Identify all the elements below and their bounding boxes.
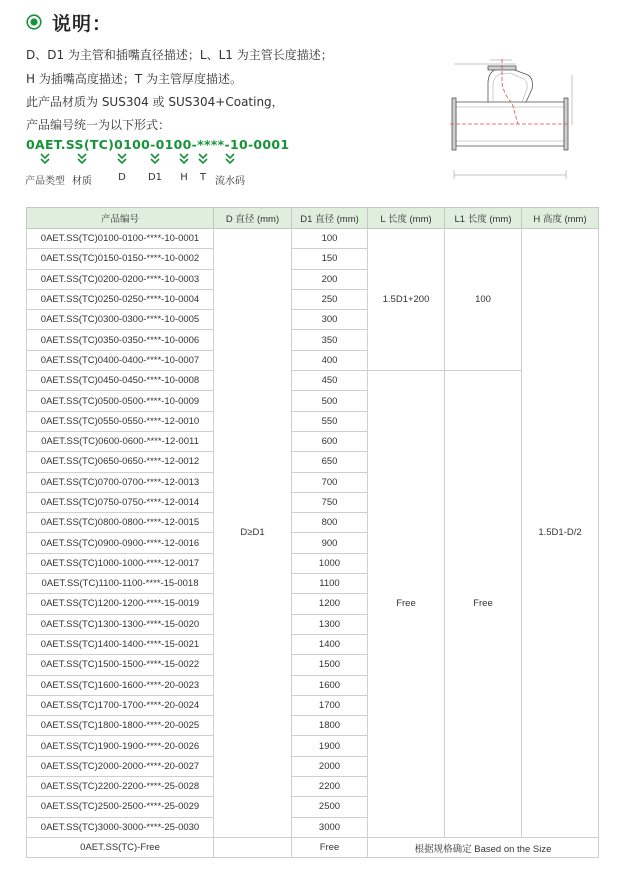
d1-cell: 550 [292, 411, 368, 431]
double-chevron-down-icon [76, 152, 88, 166]
header-h-height: H 高度 (mm) [522, 208, 599, 229]
d1-cell: 1100 [292, 574, 368, 594]
d1-cell: 250 [292, 289, 368, 309]
description-line-4: 产品编号统一为以下形式： [26, 118, 171, 132]
product-code-cell: 0AET.SS(TC)0500-0500-****-10-0009 [27, 391, 214, 411]
product-code-cell: 0AET.SS(TC)0150-0150-****-10-0002 [27, 249, 214, 269]
spec-table [26, 207, 599, 858]
product-code-cell: 0AET.SS(TC)2200-2200-****-25-0028 [27, 777, 214, 797]
description-line-3: 此产品材质为 SUS304 或 SUS304+Coating， [26, 95, 284, 109]
table-footer-row [27, 837, 599, 857]
double-chevron-down-icon [178, 152, 190, 166]
footer-code-cell: 0AET.SS(TC)-Free [27, 837, 214, 857]
tee-pipe-diagram [448, 55, 578, 185]
product-code-cell: 0AET.SS(TC)1700-1700-****-20-0024 [27, 695, 214, 715]
product-code-cell: 0AET.SS(TC)0350-0350-****-10-0006 [27, 330, 214, 350]
header-d1-diameter: D1 直径 (mm) [292, 208, 368, 229]
code-label-h: H [180, 172, 188, 183]
product-code-cell: 0AET.SS(TC)1100-1100-****-15-0018 [27, 574, 214, 594]
circle-dot-icon [26, 14, 42, 30]
d1-cell: 150 [292, 249, 368, 269]
footer-note-cell: 根据规格确定 Based on the Size [368, 837, 599, 857]
d1-cell: 3000 [292, 817, 368, 837]
product-code-cell: 0AET.SS(TC)1800-1800-****-20-0025 [27, 716, 214, 736]
footer-d-cell [214, 837, 292, 857]
d1-cell: 750 [292, 492, 368, 512]
product-code-cell: 0AET.SS(TC)1400-1400-****-15-0021 [27, 634, 214, 654]
code-label-product-type: 产品类型 [25, 176, 65, 187]
d1-cell: 1600 [292, 675, 368, 695]
d1-cell: 450 [292, 371, 368, 391]
product-code-cell: 0AET.SS(TC)1000-1000-****-12-0017 [27, 553, 214, 573]
section-title [26, 10, 112, 34]
product-code-cell: 0AET.SS(TC)0100-0100-****-10-0001 [27, 229, 214, 249]
code-format: 0AET.SS(TC)0100-0100-****-10-0001 [26, 137, 290, 152]
double-chevron-down-icon [116, 152, 128, 166]
header-product-code: 产品编号 [27, 208, 214, 229]
table-row [27, 229, 599, 249]
l1-value-cell: Free [445, 371, 522, 838]
d1-cell: 350 [292, 330, 368, 350]
d1-cell: 650 [292, 452, 368, 472]
double-chevron-down-icon [39, 152, 51, 166]
description-line-2: H 为插嘴高度描述；T 为主管厚度描述。 [26, 72, 242, 86]
product-code-cell: 0AET.SS(TC)1500-1500-****-15-0022 [27, 655, 214, 675]
d1-cell: 400 [292, 350, 368, 370]
l-value-cell: 1.5D1+200 [368, 229, 445, 371]
product-code-cell: 0AET.SS(TC)0700-0700-****-12-0013 [27, 472, 214, 492]
code-label-serial: 流水码 [215, 176, 245, 187]
header-d-diameter: D 直径 (mm) [214, 208, 292, 229]
d1-cell: 1800 [292, 716, 368, 736]
d1-cell: 1300 [292, 614, 368, 634]
table-header-row [27, 208, 599, 229]
description-line-1: D、D1 为主管和插嘴直径描述；L、L1 为主管长度描述； [26, 48, 333, 62]
d1-cell: 800 [292, 513, 368, 533]
product-code-cell: 0AET.SS(TC)2500-2500-****-25-0029 [27, 797, 214, 817]
d1-cell: 2500 [292, 797, 368, 817]
l-value-cell: Free [368, 371, 445, 838]
product-code-cell: 0AET.SS(TC)1600-1600-****-20-0023 [27, 675, 214, 695]
d1-cell: 2200 [292, 777, 368, 797]
product-code-cell: 0AET.SS(TC)0250-0250-****-10-0004 [27, 289, 214, 309]
table-row [27, 371, 599, 391]
product-code-cell: 0AET.SS(TC)0900-0900-****-12-0016 [27, 533, 214, 553]
double-chevron-down-icon [149, 152, 161, 166]
product-code-cell: 0AET.SS(TC)0650-0650-****-12-0012 [27, 452, 214, 472]
product-code-cell: 0AET.SS(TC)1900-1900-****-20-0026 [27, 736, 214, 756]
product-code-cell: 0AET.SS(TC)0400-0400-****-10-0007 [27, 350, 214, 370]
d1-cell: 1000 [292, 553, 368, 573]
product-code-cell: 0AET.SS(TC)0450-0450-****-10-0008 [27, 371, 214, 391]
product-code-cell: 0AET.SS(TC)3000-3000-****-25-0030 [27, 817, 214, 837]
double-chevron-down-icon [224, 152, 236, 166]
footer-d1-cell: Free [292, 837, 368, 857]
product-code-cell: 0AET.SS(TC)1200-1200-****-15-0019 [27, 594, 214, 614]
section-title-text: 说明： [52, 12, 113, 35]
h-value-cell: 1.5D1-D/2 [522, 229, 599, 838]
l1-value-cell: 100 [445, 229, 522, 371]
d1-cell: 200 [292, 269, 368, 289]
d1-cell: 100 [292, 229, 368, 249]
d1-cell: 1900 [292, 736, 368, 756]
product-code-cell: 0AET.SS(TC)2000-2000-****-20-0027 [27, 756, 214, 776]
d1-cell: 300 [292, 310, 368, 330]
d-value-cell: D≥D1 [214, 229, 292, 838]
product-code-cell: 0AET.SS(TC)0800-0800-****-12-0015 [27, 513, 214, 533]
d1-cell: 1200 [292, 594, 368, 614]
d1-cell: 700 [292, 472, 368, 492]
product-code-cell: 0AET.SS(TC)0200-0200-****-10-0003 [27, 269, 214, 289]
code-label-t: T [199, 172, 207, 183]
d1-cell: 1400 [292, 634, 368, 654]
product-code-cell: 0AET.SS(TC)0550-0550-****-12-0010 [27, 411, 214, 431]
double-chevron-down-icon [197, 152, 209, 166]
product-code-cell: 0AET.SS(TC)0750-0750-****-12-0014 [27, 492, 214, 512]
d1-cell: 900 [292, 533, 368, 553]
code-label-material: 材质 [72, 176, 92, 187]
d1-cell: 600 [292, 431, 368, 451]
product-code-cell: 0AET.SS(TC)1300-1300-****-15-0020 [27, 614, 214, 634]
d1-cell: 1500 [292, 655, 368, 675]
header-l-length: L 长度 (mm) [368, 208, 445, 229]
header-l1-length: L1 长度 (mm) [445, 208, 522, 229]
code-label-d: D [118, 172, 126, 183]
product-code-cell: 0AET.SS(TC)0300-0300-****-10-0005 [27, 310, 214, 330]
d1-cell: 500 [292, 391, 368, 411]
d1-cell: 1700 [292, 695, 368, 715]
d1-cell: 2000 [292, 756, 368, 776]
product-code-cell: 0AET.SS(TC)0600-0600-****-12-0011 [27, 431, 214, 451]
code-label-d1: D1 [147, 172, 163, 183]
